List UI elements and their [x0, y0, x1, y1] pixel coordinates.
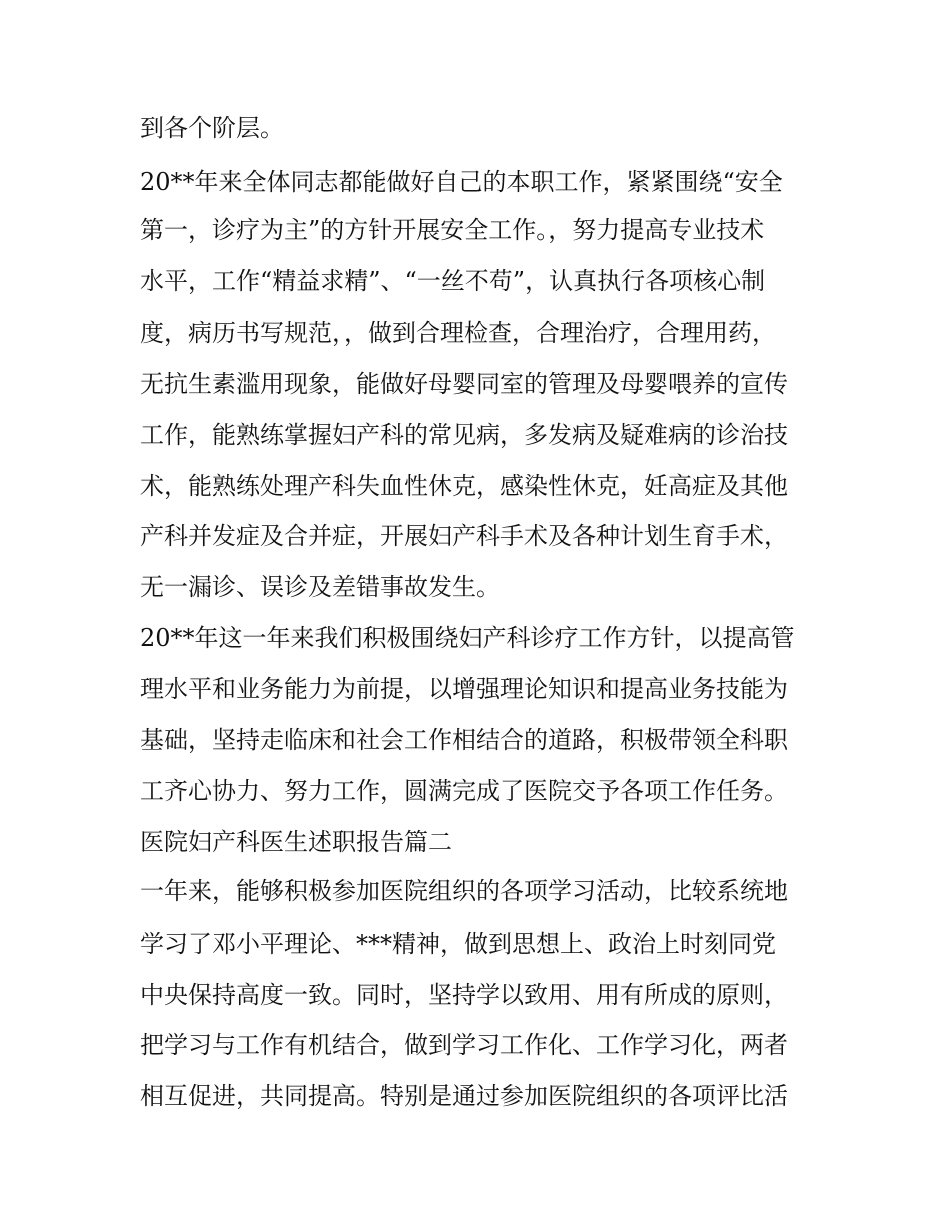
text-line: 产科并发症及合并症，开展妇产科手术及各种计划生育手术，: [140, 522, 788, 550]
text-line: 相互促进，共同提高。特别是通过参加医院组织的各项评比活: [140, 1082, 788, 1110]
text-line: 第一，诊疗为主”的方针开展安全工作。，努力提高专业技术: [140, 216, 765, 244]
text-line: 中央保持高度一致。同时，坚持学以致用、用有所成的原则，: [140, 981, 788, 1009]
text-line: 术，能熟练处理产科失血性休克，感染性休克，妊高症及其他: [140, 472, 788, 500]
text-line: 无一漏诊、误诊及差错事故发生。: [140, 573, 500, 601]
text-line: 无抗生素滥用现象，能做好母婴同室的管理及母婴喂养的宣传: [140, 370, 788, 398]
text-line: 一年来，能够积极参加医院组织的各项学习活动，比较系统地: [140, 877, 788, 905]
section-heading: 医院妇产科医生述职报告篇二: [140, 828, 452, 856]
text-line: 20**年这一年来我们积极围绕妇产科诊疗工作方针，以提高管: [140, 624, 795, 652]
text-line: 基础，坚持走临床和社会工作相结合的道路，积极带领全科职: [140, 726, 788, 754]
text-line: 水平，工作“精益求精”、“一丝不苟”，认真执行各项核心制: [140, 267, 766, 295]
text-line: 把学习与工作有机结合，做到学习工作化、工作学习化，两者: [140, 1031, 788, 1059]
text-line: 到各个阶层。: [140, 114, 284, 142]
text-line: 学习了邓小平理论、***精神，做到思想上、政治上时刻同党: [140, 930, 776, 958]
text-line: 20**年来全体同志都能做好自己的本职工作，紧紧围绕“安全: [140, 168, 783, 196]
text-line: 度，病历书写规范，，做到合理检查，合理治疗，合理用药，: [140, 319, 776, 347]
text-line: 理水平和业务能力为前提，以增强理论知识和提高业务技能为: [140, 675, 788, 703]
text-line: 工作，能熟练掌握妇产科的常见病，多发病及疑难病的诊治技: [140, 421, 788, 449]
text-line: 工齐心协力、努力工作，圆满完成了医院交予各项工作任务。: [140, 777, 788, 805]
